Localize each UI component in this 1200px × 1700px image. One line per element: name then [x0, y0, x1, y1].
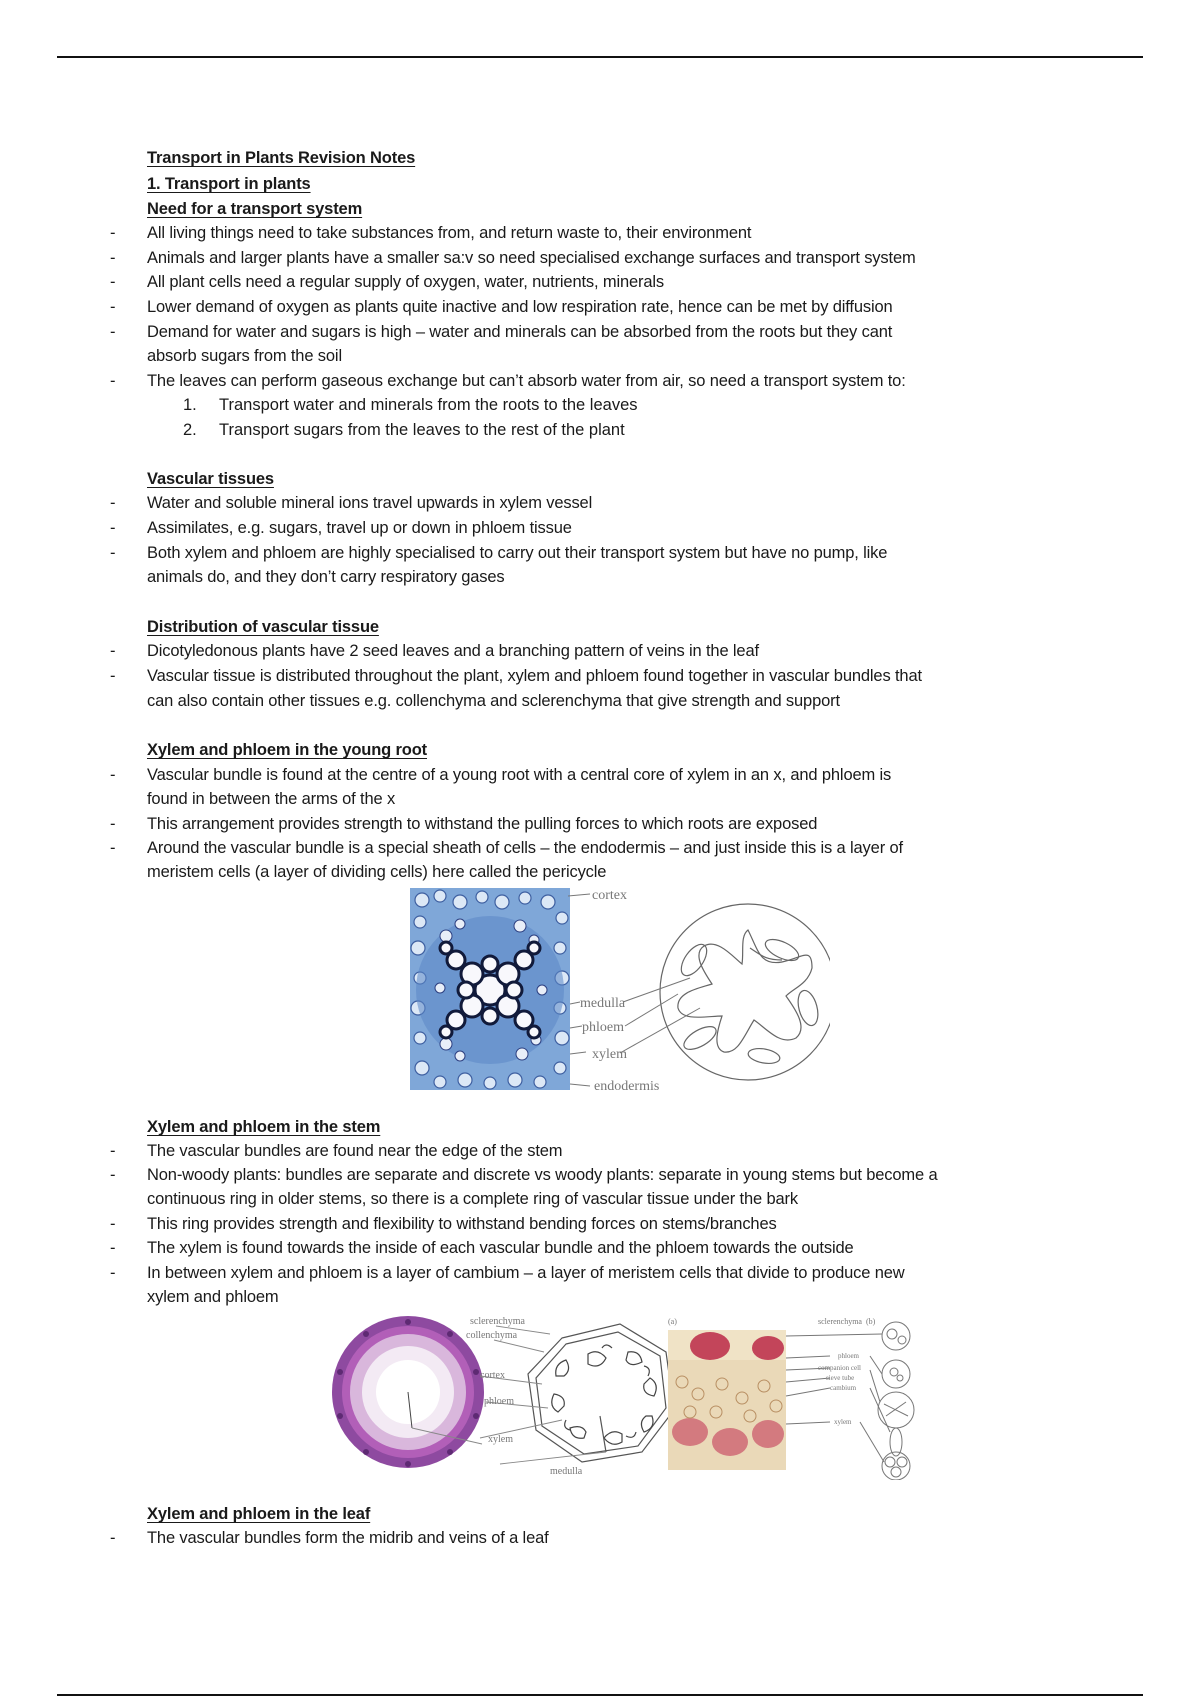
- stem-panel-b-diagram: [786, 1322, 914, 1480]
- bullet-dash: -: [110, 323, 116, 341]
- bullet-dash: -: [110, 1142, 116, 1160]
- root-diagram: [660, 904, 830, 1080]
- bullet-dash: -: [110, 766, 116, 784]
- label-companion-cell: companion cell: [818, 1364, 861, 1372]
- stem-micrograph-image: [332, 1316, 484, 1468]
- bullet-text: All living things need to take substances from, and return waste to, their environment: [147, 224, 752, 242]
- label-collenchyma: collenchyma: [466, 1330, 518, 1341]
- bullet-dash: -: [110, 667, 116, 685]
- stem-diagram: [528, 1324, 674, 1462]
- bullet-text-continued: found in between the arms of the x: [147, 790, 396, 808]
- root-cross-section-figure: [410, 888, 830, 1093]
- label-sclerenchyma: sclerenchyma: [470, 1316, 525, 1327]
- label-cortex: cortex: [592, 888, 627, 903]
- bullet-text-continued: continuous ring in older stems, so there is a complete ring of vascular tissue under the bark: [147, 1190, 798, 1208]
- bullet-text: Assimilates, e.g. sugars, travel up or down in phloem tissue: [147, 519, 572, 537]
- bullet-text-continued: animals do, and they don’t carry respiratory gases: [147, 568, 505, 586]
- bullet-text-continued: absorb sugars from the soil: [147, 347, 342, 365]
- bullet-text: Around the vascular bundle is a special sheath of cells – the endodermis – and just inside this is a layer of: [147, 839, 903, 857]
- bullet-text: The vascular bundles are found near the edge of the stem: [147, 1142, 563, 1160]
- bullet-dash: -: [110, 1239, 116, 1257]
- bullet-dash: -: [110, 1166, 116, 1184]
- bullet-text-continued: xylem and phloem: [147, 1288, 279, 1306]
- bullet-text-continued: meristem cells (a layer of dividing cells) here called the pericycle: [147, 863, 607, 881]
- bullet-text-continued: can also contain other tissues e.g. collenchyma and sclerenchyma that give strength and support: [147, 692, 840, 710]
- bullet-dash: -: [110, 519, 116, 537]
- label-cambium: cambium: [830, 1384, 857, 1392]
- bullet-dash: -: [110, 1264, 116, 1282]
- label-sieve-tube: sieve tube: [826, 1374, 855, 1382]
- numbered-item: Transport water and minerals from the roots to the leaves: [219, 396, 638, 414]
- subsection-heading: Xylem and phloem in the young root: [147, 741, 428, 759]
- bullet-text: Water and soluble mineral ions travel upwards in xylem vessel: [147, 494, 593, 512]
- label-medulla: medulla: [550, 1466, 583, 1477]
- subsection-heading: Distribution of vascular tissue: [147, 618, 379, 636]
- label-phloem-b: phloem: [838, 1352, 859, 1360]
- label-panel-a: (a): [668, 1317, 677, 1326]
- root-label-lines: [568, 894, 700, 1086]
- bullet-text: Animals and larger plants have a smaller sa:v so need specialised exchange surfaces and transport system: [147, 249, 916, 267]
- bullet-text: Both xylem and phloem are highly specialised to carry out their transport system but have no pump, like: [147, 544, 888, 562]
- bullet-text: The xylem is found towards the inside of each vascular bundle and the phloem towards the outside: [147, 1239, 854, 1257]
- root-micrograph-image: [410, 888, 570, 1090]
- bullet-text: Non-woody plants: bundles are separate and discrete vs woody plants: separate in young stems but become a: [147, 1166, 938, 1184]
- stem-cross-section-figure: [330, 1312, 930, 1480]
- label-xylem-b: xylem: [834, 1418, 852, 1426]
- bullet-dash: -: [110, 494, 116, 512]
- bullet-text: Dicotyledonous plants have 2 seed leaves and a branching pattern of veins in the leaf: [147, 642, 759, 660]
- label-phloem: phloem: [582, 1020, 624, 1035]
- bullet-text: The leaves can perform gaseous exchange but can’t absorb water from air, so need a transport system to:: [147, 372, 906, 390]
- list-number: 1.: [183, 396, 197, 414]
- label-xylem: xylem: [592, 1047, 627, 1062]
- subsection-heading: Vascular tissues: [147, 470, 274, 488]
- stem-micrograph-panel-a-image: [668, 1330, 786, 1470]
- bullet-text: All plant cells need a regular supply of oxygen, water, nutrients, minerals: [147, 273, 665, 291]
- bullet-text: The vascular bundles form the midrib and veins of a leaf: [147, 1529, 549, 1547]
- bullet-text: This arrangement provides strength to withstand the pulling forces to which roots are exposed: [147, 815, 818, 833]
- bullet-dash: -: [110, 224, 116, 242]
- bullet-text: In between xylem and phloem is a layer of cambium – a layer of meristem cells that divide to produce new: [147, 1264, 905, 1282]
- subsection-heading: Xylem and phloem in the leaf: [147, 1505, 371, 1523]
- document-title: Transport in Plants Revision Notes: [147, 149, 416, 167]
- bullet-text: Lower demand of oxygen as plants quite inactive and low respiration rate, hence can be met by diffusion: [147, 298, 893, 316]
- bullet-dash: -: [110, 839, 116, 857]
- bullet-dash: -: [110, 815, 116, 833]
- label-phloem: phloem: [484, 1396, 514, 1407]
- label-cortex: cortex: [480, 1370, 505, 1381]
- bullet-dash: -: [110, 273, 116, 291]
- label-medulla: medulla: [580, 996, 626, 1011]
- bullet-dash: -: [110, 1529, 116, 1547]
- bullet-dash: -: [110, 249, 116, 267]
- bullet-text: Demand for water and sugars is high – water and minerals can be absorbed from the roots but they cant: [147, 323, 893, 341]
- list-number: 2.: [183, 421, 197, 439]
- section-heading: 1. Transport in plants: [147, 175, 311, 193]
- bullet-dash: -: [110, 298, 116, 316]
- label-sclerenchyma-b: sclerenchyma: [818, 1317, 862, 1326]
- numbered-item: Transport sugars from the leaves to the rest of the plant: [219, 421, 625, 439]
- bullet-dash: -: [110, 372, 116, 390]
- bullet-dash: -: [110, 1215, 116, 1233]
- label-panel-b: (b): [866, 1317, 876, 1326]
- bullet-text: Vascular tissue is distributed throughout the plant, xylem and phloem found together in vascular bundles that: [147, 667, 922, 685]
- bullet-dash: -: [110, 544, 116, 562]
- label-endodermis: endodermis: [594, 1079, 660, 1093]
- label-xylem: xylem: [488, 1434, 513, 1445]
- bullet-text: This ring provides strength and flexibility to withstand bending forces on stems/branches: [147, 1215, 777, 1233]
- bullet-dash: -: [110, 642, 116, 660]
- subsection-heading: Need for a transport system: [147, 200, 363, 218]
- subsection-heading: Xylem and phloem in the stem: [147, 1118, 381, 1136]
- bullet-text: Vascular bundle is found at the centre of a young root with a central core of xylem in an x, and phloem is: [147, 766, 892, 784]
